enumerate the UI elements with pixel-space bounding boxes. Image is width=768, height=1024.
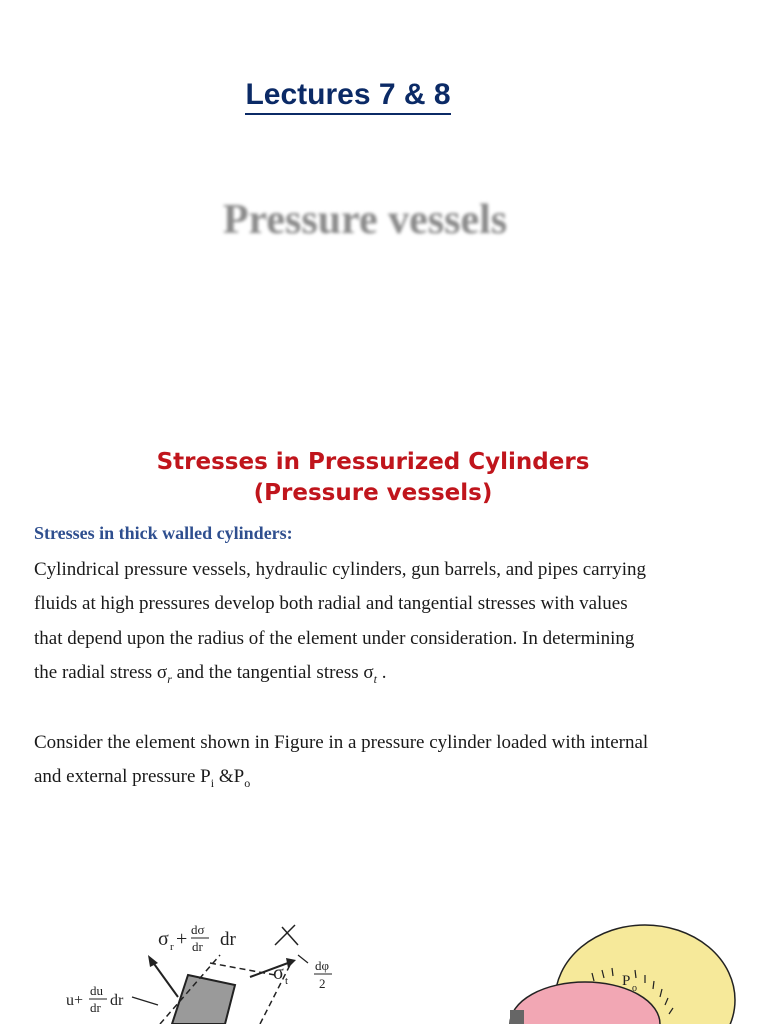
p2-sub-o: o: [244, 776, 251, 791]
element-stress-diagram: [60, 915, 360, 1024]
tangential-arrow-head: [286, 958, 296, 968]
section-heading-line1: Stresses in Pressurized Cylinders: [156, 449, 590, 475]
cylinder-diagram: [490, 915, 740, 1024]
displacement-leader: [132, 997, 158, 1005]
p1-text-a: the radial stress σ: [34, 661, 168, 683]
po-label: P: [622, 973, 631, 989]
faded-banner-title: Pressure vessels: [222, 197, 508, 243]
angle-line-1: [275, 925, 295, 945]
paragraph-2: [34, 726, 734, 800]
paragraph-1: [34, 553, 734, 696]
dphi-numerator: dφ: [315, 958, 330, 973]
lecture-title-text: Lectures 7 & 8: [245, 78, 450, 115]
lecture-title: [0, 78, 696, 112]
p2-sub-i: i: [210, 776, 215, 791]
radial-stress-arrow: [152, 961, 178, 997]
paragraph-1-line-2: fluids at high pressures develop both radial and tangential stresses with values: [34, 593, 628, 615]
plus-sign: +: [176, 928, 188, 950]
sigma-t-label: σ: [273, 962, 284, 984]
du-numerator: du: [90, 983, 103, 998]
dashed-line-top: [210, 963, 275, 975]
section-heading: [0, 447, 746, 509]
dr-denominator: dr: [192, 939, 203, 954]
p2-text-b: &P: [214, 766, 245, 788]
p1-text-c: .: [376, 661, 387, 683]
paragraph-1-line-1: Cylindrical pressure vessels, hydraulic cylinders, gun barrels, and pipes carrying: [34, 559, 647, 580]
subheading: Stresses in thick walled cylinders:: [34, 523, 293, 543]
angle-leader: [298, 955, 308, 963]
radial-arrow-head: [148, 955, 158, 967]
paragraph-2-line-2: [34, 760, 734, 800]
section-heading-line2: (Pressure vessels): [253, 480, 493, 506]
sigma-r-label: σ: [158, 928, 169, 950]
paragraph-1-line-4: [34, 656, 734, 696]
du-dr-multiplier: dr: [110, 992, 124, 1009]
sigma-r-sub: r: [170, 941, 174, 953]
section-cut: [510, 1010, 524, 1024]
du-denominator: dr: [90, 1000, 101, 1015]
p1-text-b: and the tangential stress σ: [171, 661, 374, 683]
p1-sub-r: r: [167, 671, 172, 686]
paragraph-1-line-3: that depend upon the radius of the element under consideration. In determining: [34, 627, 635, 649]
dsigma-numerator: dσ: [191, 922, 205, 937]
p2-text-a: and external pressure P: [34, 766, 211, 788]
paragraph-2-line-1: Consider the element shown in Figure in a pressure cylinder loaded with internal: [34, 732, 649, 753]
po-sub: o: [632, 983, 637, 994]
sigma-t-sub: t: [285, 975, 289, 987]
dr-multiplier: dr: [220, 929, 236, 950]
u-plus-label: u+: [66, 992, 84, 1009]
p1-sub-t: t: [373, 671, 377, 686]
dphi-denominator: 2: [319, 976, 326, 991]
